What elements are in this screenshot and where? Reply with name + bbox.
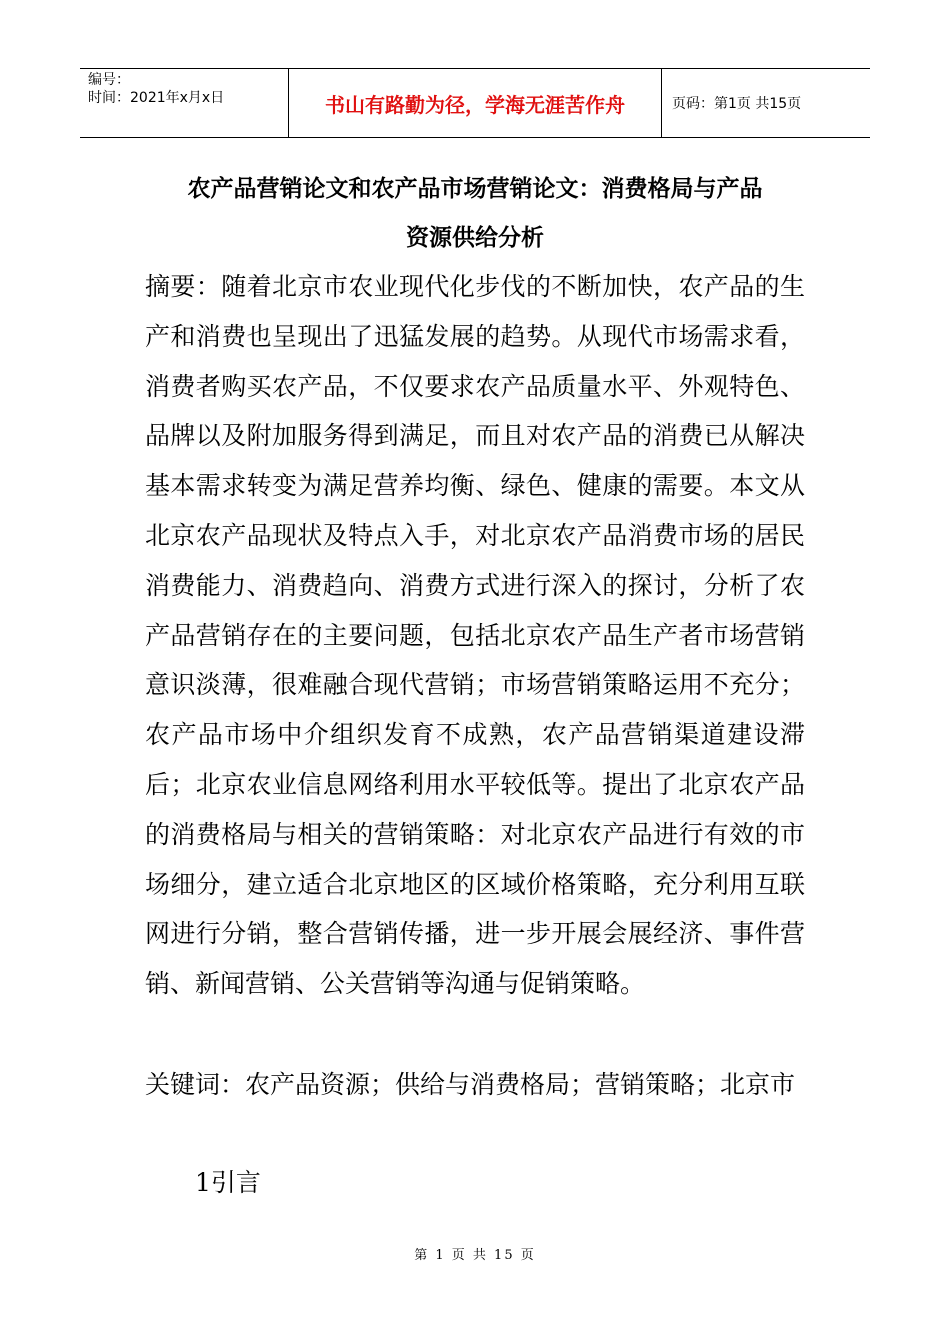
document-number-label: 编号： — [88, 72, 130, 88]
header-page-info: 页码：第1页 共15页 — [672, 96, 802, 112]
keywords-paragraph: 关键词：农产品资源；供给与消费格局；营销策略；北京市 — [145, 1070, 796, 1099]
section-heading-introduction: 1引言 — [195, 1168, 261, 1197]
header-meta — [80, 69, 289, 137]
header-motto: 书山有路勤为径，学海无涯苦作舟 — [289, 69, 662, 137]
document-title-line-1: 农产品营销论文和农产品市场营销论文：消费格局与产品 — [187, 176, 763, 202]
document-title-line-2: 资源供给分析 — [406, 225, 544, 251]
page-header — [80, 68, 870, 138]
document-time-label: 时间：2021年x月x日 — [88, 90, 225, 106]
abstract-section — [145, 262, 805, 1009]
page-footer: 第 1 页 共 15 页 — [414, 1248, 536, 1263]
abstract-paragraph: 摘要：随着北京市农业现代化步伐的不断加快，农产品的生产和消费也呈现出了迅猛发展的趋势。从现代市场需求看，消费者购买农产品，不仅要求农产品质量水平、外观特色、品牌以及附加服务得到满足，而且对农产品的消费已从解决基本需求转变为满足营养均衡、绿色、健康的需要。本文从北京农产品现状及特点入手，对北京农产品消费市场的居民消费能力、消费趋向、消费方式进行深入的探讨，分析了农产品营销存在的主要问题，包括北京农产品生产者市场营销意识淡薄，很难融合现代营销；市场营销策略运用不充分；农产品市场中介组织发育不成熟，农产品营销渠道建设滞后；北京农业信息网络利用水平较低等。提出了北京农产品的消费格局与相关的营销策略：对北京农产品进行有效的市场细分，建立适合北京地区的区域价格策略，充分利用互联网进行分销，整合营销传播，进一步开展会展经济、事件营销、新闻营销、公关营销等沟通与促销策略。 — [145, 272, 805, 999]
